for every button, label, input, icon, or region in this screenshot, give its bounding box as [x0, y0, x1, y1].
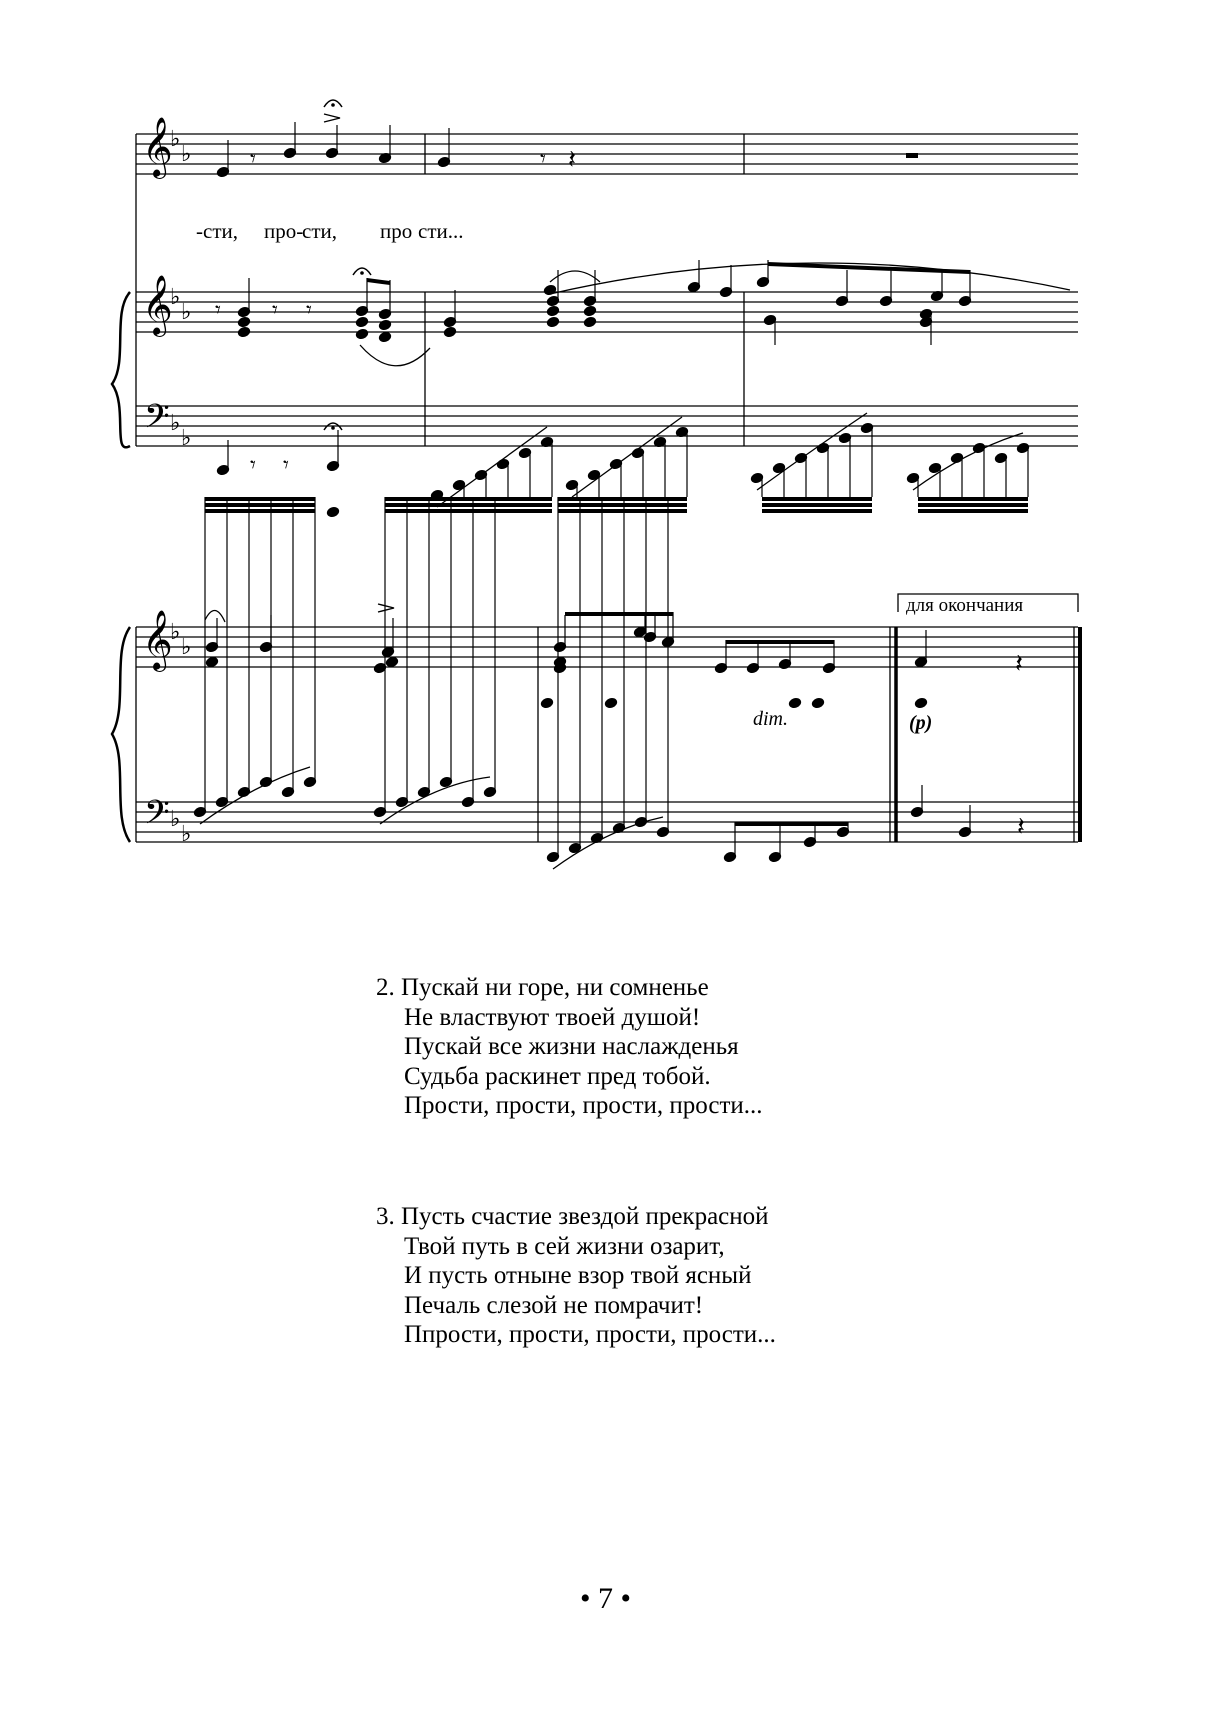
beam — [385, 497, 495, 501]
verse-line: Твой путь в сей жизни озарит, — [404, 1232, 725, 1260]
note-head — [583, 305, 596, 317]
note-head — [355, 328, 368, 340]
treble-clef: 𝄞 — [142, 610, 173, 670]
verse-line: 2. Пускай ни горе, ни сомненье — [376, 974, 709, 1001]
verse-line: 3. Пусть счастие звездой прекрасной — [376, 1203, 769, 1230]
beam — [726, 640, 834, 644]
slur — [360, 345, 430, 366]
beam — [558, 503, 668, 507]
beam — [565, 612, 673, 616]
key-flat: ♭ — [170, 127, 181, 152]
verse-line: Судьба раскинет пред тобой. — [404, 1062, 711, 1090]
ending-label: для окончания — [906, 595, 1024, 616]
beam — [735, 822, 848, 826]
note-head — [378, 319, 391, 331]
eighth-rest: 𝄾 — [215, 298, 221, 323]
accent — [378, 604, 394, 612]
note-head — [811, 697, 824, 709]
verse-line: Пускай все жизни наслажденья — [404, 1033, 739, 1060]
verse-line: Прости, прости, прости, прости... — [404, 1092, 763, 1119]
note-head — [546, 305, 559, 317]
verse-line: И пусть отныне взор твой ясный — [404, 1262, 752, 1289]
slur — [553, 817, 663, 869]
dynamic-dim: dim. — [753, 708, 788, 730]
quarter-rest: 𝄽 — [1015, 649, 1023, 679]
key-flat: ♭ — [181, 426, 192, 451]
beam — [205, 497, 315, 501]
treble-clef: 𝄞 — [142, 275, 173, 335]
note-head — [604, 697, 617, 709]
note-head — [205, 656, 218, 668]
ending-bracket — [898, 594, 1078, 616]
quarter-rest: 𝄽 — [568, 145, 576, 175]
verse-2 — [376, 973, 763, 1121]
note-head — [355, 316, 368, 328]
key-flat: ♭ — [170, 620, 181, 645]
eighth-rest: 𝄾 — [283, 453, 289, 478]
beam — [205, 509, 315, 513]
note-head — [546, 316, 559, 328]
fermata — [360, 271, 364, 275]
note-head — [237, 316, 250, 328]
fermata — [331, 103, 335, 107]
verses — [376, 973, 763, 1121]
lyric-syllable: сти, — [302, 219, 337, 243]
quarter-rest: 𝄽 — [1017, 812, 1025, 842]
lyric-syllable: -сти, — [196, 219, 238, 243]
slur — [205, 610, 225, 622]
lyric-syllable: про — [380, 219, 413, 243]
fermata — [331, 426, 335, 430]
note-head — [378, 331, 391, 343]
beam — [762, 509, 872, 513]
key-flat: ♭ — [181, 822, 192, 847]
beam — [385, 503, 495, 507]
brace — [112, 627, 130, 842]
note-head — [443, 326, 456, 338]
verse-3 — [376, 1202, 776, 1350]
verse-line: Ппрости, прости, прости, прости... — [404, 1321, 776, 1348]
beam — [558, 497, 668, 501]
bass-clef: 𝄢 — [144, 398, 170, 444]
treble-clef: 𝄞 — [142, 117, 173, 177]
lyric-syllable: сти... — [418, 219, 464, 243]
verses — [376, 1202, 776, 1350]
eighth-rest: 𝄾 — [540, 147, 546, 172]
page-number: • 7 • — [579, 1582, 631, 1615]
note-head — [543, 284, 556, 296]
note-head — [788, 697, 801, 709]
note-head — [583, 316, 596, 328]
eighth-rest: 𝄾 — [272, 298, 278, 323]
eighth-rest: 𝄾 — [250, 453, 256, 478]
note-head — [326, 506, 339, 518]
whole-rest — [906, 153, 918, 158]
eighth-rest: 𝄾 — [250, 147, 256, 172]
note-head — [540, 697, 553, 709]
bass-clef: 𝄢 — [144, 794, 170, 840]
note-head — [914, 697, 927, 709]
lyric-syllable: про- — [264, 219, 304, 243]
verse-number: 2. — [376, 974, 395, 1001]
verse-line: Не властвуют твоей душой! — [404, 1003, 701, 1031]
eighth-rest: 𝄾 — [306, 298, 312, 323]
key-flat: ♭ — [181, 635, 192, 660]
note-head — [237, 326, 250, 338]
beam — [762, 503, 872, 507]
key-flat: ♭ — [181, 300, 192, 325]
brace — [112, 292, 130, 447]
verse-number: 3. — [376, 1203, 395, 1230]
verse-line: Печаль слезой не помрачит! — [404, 1291, 704, 1319]
key-flat: ♭ — [170, 807, 181, 832]
accent — [324, 114, 340, 122]
beam — [918, 497, 1028, 501]
note-head — [385, 656, 398, 668]
beam — [918, 503, 1028, 507]
beam — [762, 497, 872, 501]
lyrics-row — [196, 219, 464, 243]
key-flat: ♭ — [181, 142, 192, 167]
key-flat: ♭ — [170, 411, 181, 436]
beam — [205, 503, 315, 507]
dynamic-piano: (p) — [909, 712, 933, 734]
beam — [918, 509, 1028, 513]
beam — [558, 509, 668, 513]
beam — [385, 509, 495, 513]
beam — [367, 278, 390, 285]
key-flat: ♭ — [170, 285, 181, 310]
